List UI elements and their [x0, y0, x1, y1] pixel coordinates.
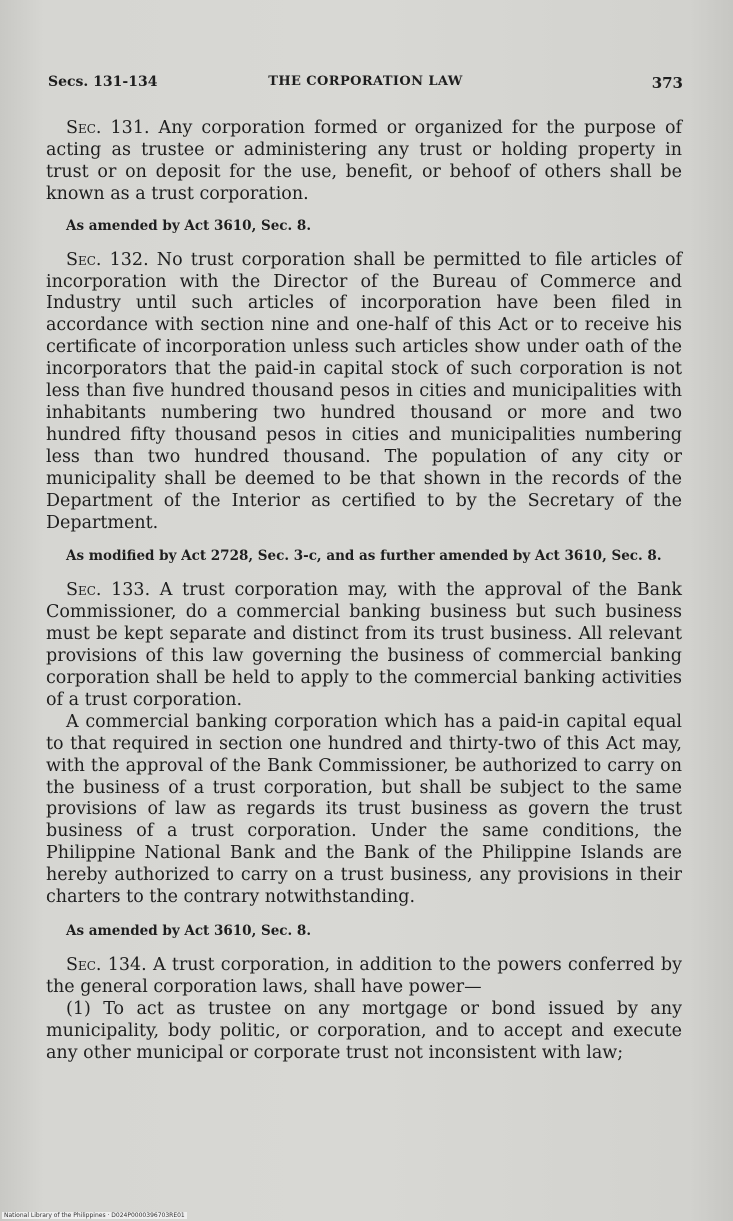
section-134: [46, 955, 682, 999]
section-label: Sec.: [66, 249, 102, 270]
section-label: Sec.: [66, 118, 102, 138]
page-number: 373: [651, 74, 683, 92]
section-label: Sec.: [66, 580, 102, 601]
section-range: Secs. 131-134: [48, 74, 158, 90]
section-133-paragraph-2: A commercial banking corporation which has a paid-in capital equal to that required in section one hundred and thirty-two of this Act may, with the approval of the Bank Commissioner, be authorized to carry on the business of a trust corporation, but shall be subject to the same provisions of law as regards its trust business as govern the trust business of a trust corporation. Under the same conditions, the Philippine National Bank and the Bank of the Philippine Islands are hereby authorized to carry on a trust business, any provisions in their charters to the contrary notwithstanding.: [46, 711, 682, 908]
section-133: [46, 580, 682, 711]
page-body: [46, 118, 682, 1065]
section-131: [46, 118, 682, 206]
amendment-note-132: As modified by Act 2728, Sec. 3-c, and as further amended by Act 3610, Sec. 8.: [66, 548, 662, 565]
page-header: [48, 74, 683, 98]
section-134-item-1: (1) To act as trustee on any mortgage or bond issued by any municipality, body politic, or corporation, and to accept and execute any other municipal or corporate trust not inconsistent with law;: [46, 998, 682, 1063]
section-132: [46, 250, 682, 535]
section-131-text: 131. Any corporation formed or organized for the purpose of acting as trustee or administering any trust or holding property in trust or on deposit for the use, benefit, or behoof of others shall be known as a trust corporation.: [46, 118, 682, 204]
library-stamp: National Library of the Philippines · D024P0000396703RE01: [4, 1212, 185, 1219]
running-title: THE CORPORATION LAW: [268, 74, 463, 89]
amendment-note-131: As amended by Act 3610, Sec. 8.: [66, 217, 312, 234]
section-134-text: 134. A trust corporation, in addition to the powers conferred by the general corporation laws, shall have power—: [46, 955, 682, 997]
section-label: Sec.: [66, 955, 102, 975]
section-133-text: 133. A trust corporation may, with the approval of the Bank Commissioner, do a commercial banking business but such business must be kept separate and distinct from its trust business. All relevant provisions of this law governing the business of commercial banking corporation shall be held to apply to the commercial banking activities of a trust corporation.: [46, 580, 682, 710]
section-132-text: 132. No trust corporation shall be permitted to file articles of incorporation with the Director of the Bureau of Commerce and Industry until such articles of incorporation have been filed in accordance with section nine and one-half of this Act or to receive his certificate of incorporation unless such articles show under oath of the incorporators that the paid-in capital stock of such corporation is not less than five hundred thousand pesos in cities and municipalities with inhabitants numbering two hundred thousand or more and two hundred fifty thousand pesos in cities and municipalities numbering less than two hundred thousand. The population of any city or municipality shall be deemed to be that shown in the records of the Department of the Interior as certified to by the Secretary of the Department.: [46, 249, 682, 533]
amendment-note-133: As amended by Act 3610, Sec. 8.: [66, 923, 312, 939]
